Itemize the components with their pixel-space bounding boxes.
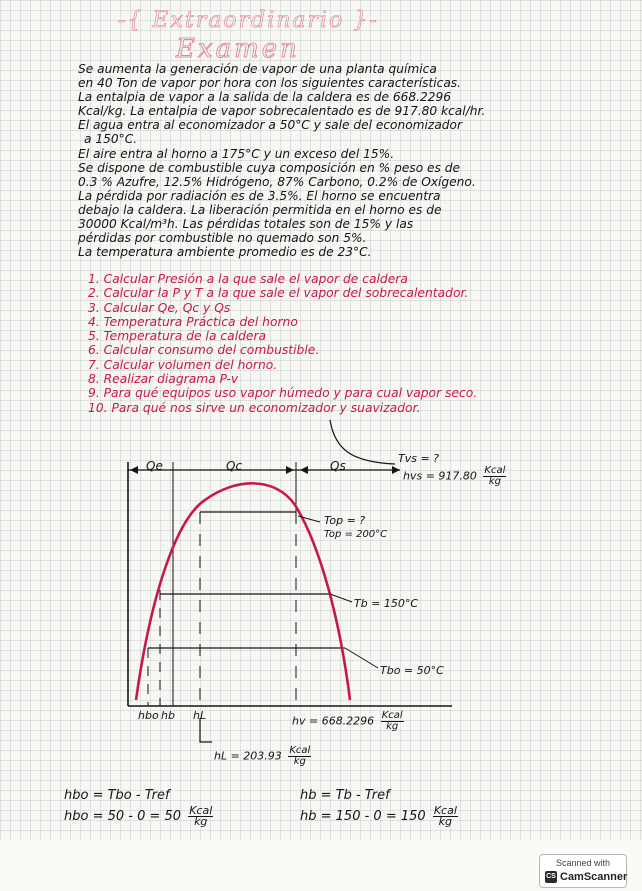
tvs-label: Tvs = ? bbox=[398, 452, 440, 465]
page-title: -{ Extraordinario }- bbox=[118, 8, 379, 33]
hv-unit bbox=[381, 711, 404, 732]
question-item: 5. Temperatura de la caldera bbox=[88, 329, 267, 344]
formula-hb-def: hb = Tb - Tref bbox=[300, 788, 390, 803]
hvs-unit-num: Kcal bbox=[484, 465, 506, 476]
hl-unit bbox=[288, 746, 311, 767]
camscanner-logo-icon: CS bbox=[545, 871, 557, 883]
axis-label-hl: hL bbox=[193, 709, 207, 722]
problem-line: La temperatura ambiente promedio es de 23°C. bbox=[78, 245, 372, 260]
hvs-label bbox=[403, 466, 506, 487]
formula-hb-unit-den: kg bbox=[438, 815, 453, 828]
problem-line: 30000 Kcal/m³h. Las pérdidas totales son de 15% y las bbox=[78, 217, 414, 232]
formula-hb-value: hb = 150 - 0 = 150 bbox=[300, 809, 426, 824]
hl-unit-num: Kcal bbox=[289, 745, 311, 756]
problem-line: La entalpia de vapor a la salida de la caldera es de 668.2296 bbox=[78, 90, 452, 105]
question-item: 3. Calcular Qe, Qc y Qs bbox=[88, 300, 231, 315]
problem-line: Se aumenta la generación de vapor de una planta química bbox=[78, 62, 437, 76]
problem-statement bbox=[78, 62, 618, 259]
question-item: 1. Calcular Presión a la que sale el vapor de caldera bbox=[88, 272, 408, 286]
formula-hbo-unit-den: kg bbox=[194, 815, 208, 828]
question-item: 7. Calcular volumen del horno. bbox=[88, 357, 278, 372]
zone-label-qe: Qe bbox=[146, 459, 163, 473]
axis-label-hb: hb bbox=[161, 709, 175, 722]
problem-line: debajo la caldera. La liberación permitida en el horno es de bbox=[78, 202, 442, 217]
formula-hbo-unit-num: Kcal bbox=[189, 804, 213, 817]
problem-line: Se dispone de combustible cuya composición en % peso es de bbox=[78, 160, 460, 175]
formula-hb-unit bbox=[433, 806, 458, 827]
question-item: 9. Para qué equipos uso vapor húmedo y para cual vapor seco. bbox=[88, 386, 478, 401]
question-list bbox=[88, 272, 628, 415]
problem-line: pérdidas por combustible no quemado son 5%. bbox=[78, 231, 367, 246]
hl-value-label bbox=[214, 746, 311, 767]
formula-hbo-calc bbox=[64, 806, 213, 827]
formula-hbo-unit bbox=[188, 806, 213, 827]
hv-label bbox=[292, 711, 404, 732]
question-item: 8. Realizar diagrama P-v bbox=[88, 372, 239, 387]
tb-label: Tb = 150°C bbox=[354, 597, 419, 610]
question-item: 4. Temperatura Práctica del horno bbox=[88, 314, 298, 329]
page-subtitle: Examen bbox=[176, 34, 300, 64]
hv-unit-den: kg bbox=[386, 721, 399, 732]
hvs-value: hvs = 917.80 bbox=[403, 469, 477, 483]
formula-hb-calc bbox=[300, 806, 458, 827]
tbo-label: Tbo = 50°C bbox=[380, 664, 444, 677]
axis-label-hbo: hbo bbox=[138, 709, 159, 722]
problem-line: a 150°C. bbox=[84, 132, 138, 147]
hvs-unit-den: kg bbox=[488, 476, 501, 487]
zone-label-qs: Qs bbox=[330, 459, 346, 473]
problem-line: 0.3 % Azufre, 12.5% Hidrógeno, 87% Carbono, 0.2% de Oxígeno. bbox=[78, 174, 476, 189]
top-unknown-label: Top = ? bbox=[324, 514, 366, 527]
formula-hbo-def: hbo = Tbo - Tref bbox=[64, 788, 170, 803]
formula-hb-unit-num: Kcal bbox=[433, 804, 457, 817]
top-value-label: Top = 200°C bbox=[324, 529, 388, 540]
question-item: 6. Calcular consumo del combustible. bbox=[88, 343, 320, 358]
problem-line: La pérdida por radiación es de 3.5%. El horno se encuentra bbox=[78, 188, 441, 203]
problem-line: El aire entra al horno a 175°C y un exceso del 15%. bbox=[78, 146, 395, 161]
hv-unit-num: Kcal bbox=[381, 710, 403, 721]
scanner-line2: CamScanner bbox=[560, 871, 628, 883]
hl-unit-den: kg bbox=[293, 756, 306, 767]
scanner-watermark bbox=[539, 854, 627, 888]
hv-value: hv = 668.2296 bbox=[292, 714, 375, 728]
question-item: 10. Para qué nos sirve un economizador y suavizador. bbox=[88, 400, 421, 415]
zone-label-qc: Qc bbox=[226, 459, 243, 473]
hl-value: hL = 203.93 bbox=[214, 749, 282, 763]
problem-line: El agua entra al economizador a 50°C y sale del economizador bbox=[78, 118, 463, 133]
formula-hbo-value: hbo = 50 - 0 = 50 bbox=[64, 809, 182, 824]
problem-line: en 40 Ton de vapor por hora con los siguientes características. bbox=[78, 76, 462, 91]
scanner-line1: Scanned with bbox=[556, 858, 611, 868]
problem-line: Kcal/kg. La entalpia de vapor sobrecalentado es de 917.80 kcal/hr. bbox=[78, 104, 486, 119]
hvs-unit bbox=[483, 466, 506, 487]
question-item: 2. Calcular la P y T a la que sale el vapor del sobrecalentador. bbox=[88, 286, 469, 301]
